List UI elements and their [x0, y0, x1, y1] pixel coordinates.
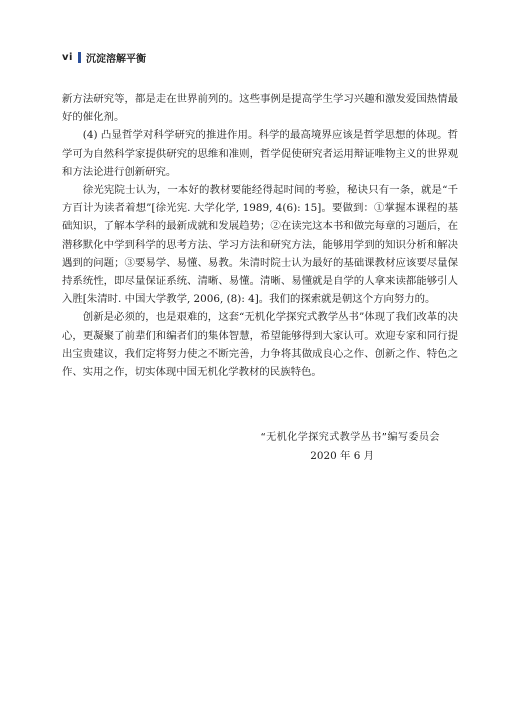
paragraph-innovation: 创新是必须的，也是艰难的，这套“无机化学探究式教学丛书”体现了我们改革的决心，更凝聚了前辈们和编者们的集体智慧，希望能够得到大家认可。欢迎专家和同行提出宝贵建议，我们定将努力使之不断完善，力争将其做成良心之作、创新之作、特色之作、实用之作，切实体现中国无机化学教材的民族特色。 [62, 311, 458, 379]
page-number: vi [62, 52, 73, 63]
committee-name: “无机化学探究式教学丛书”编写委员会 [260, 432, 440, 443]
running-header [62, 50, 146, 65]
book-title: 沉淀溶解平衡 [85, 54, 146, 65]
signature-date: 2020 年 6 月 [310, 450, 374, 463]
paragraph-philosophy: (4) 凸显哲学对科学研究的推进作用。科学的最高境界应该是哲学思想的体现。哲学可为自然科学家提供研究的思维和准则，哲学促使研究者运用辩证唯物主义的世界观和方法论进行创新研究。 [62, 129, 458, 178]
paragraph-textbook-quality: 徐光宪院士认为，一本好的教材要能经得起时间的考验，秘诀只有一条，就是“千方百计为读者着想”[徐光宪. 大学化学, 1989, 4(6): 15]。要做到：①掌握本课程的基础知识，了解本学科的最新成就和发展趋势；②在读完这本书和做完每章的习题后，在潜移默化中学到科学的思考方法、学习方法和研究方法，能够用学到的知识分析和解决遇到的问题；③要易学、易懂、易教。朱清时院士认为最好的基础课教材应该要尽量保持系统性，即尽量保证系统、清晰、易懂。清晰、易懂就是自学的人拿来读都能够引人入胜[朱清时. 中国大学教学, 2006, (8): 4]。我们的探索就是朝这个方向努力的。 [62, 184, 458, 306]
header-divider-bar [78, 52, 81, 63]
paragraph-continued: 新方法研究等，都是走在世界前列的。这些事例是提高学生学习兴趣和激发爱国热情最好的催化剂。 [62, 93, 458, 124]
signature-block [62, 429, 440, 465]
body-text [62, 90, 458, 381]
